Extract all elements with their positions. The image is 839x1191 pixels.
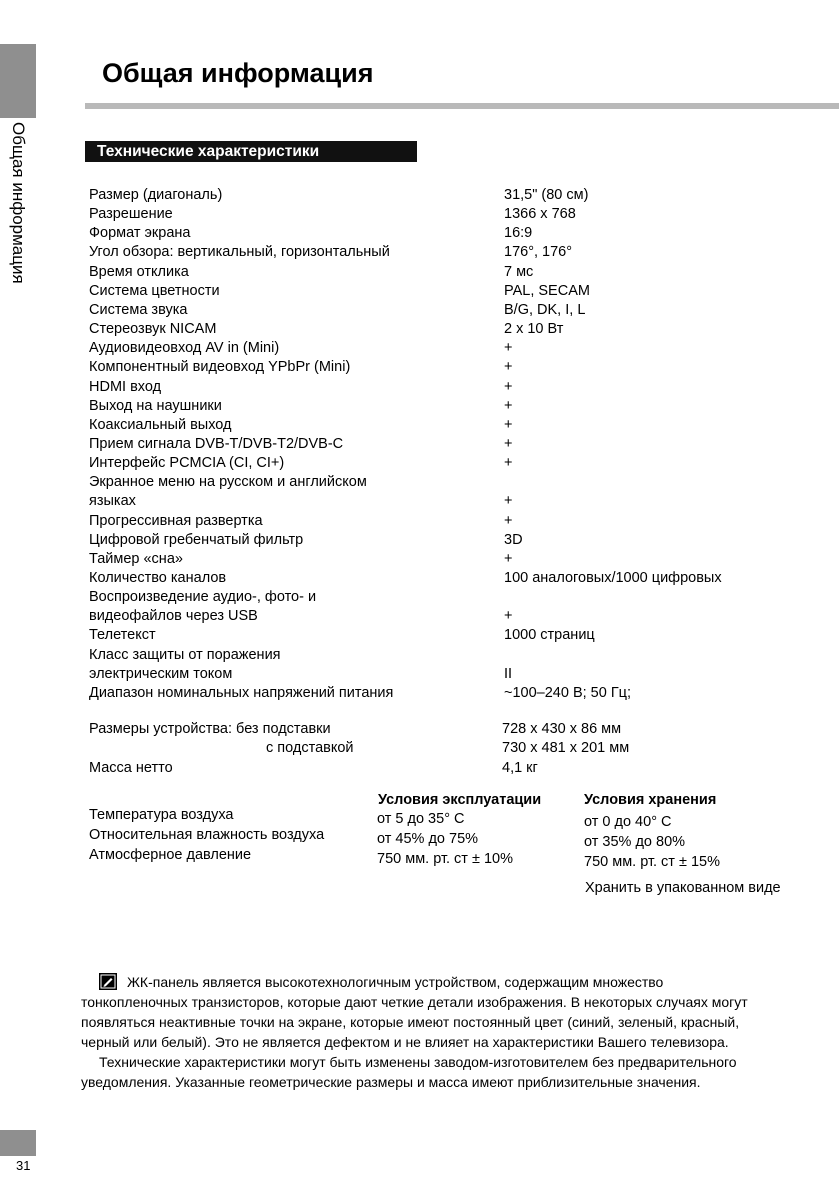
section-title: Технические характеристики: [97, 143, 320, 160]
spec-label: Класс защиты от поражения: [89, 647, 281, 663]
note-text-1: ЖК-панель является высокотехнологичным устройством, содержащим множество тонкопленочных транзисторов, которые дают четкие детали изображения. В некоторых случаях могут появляться неактивные точки на экране, которые имеют постоянный цвет (синий, зеленый, красный, черный или белый). Это не является дефектом и не влияет на характеристики Вашего телевизора.: [81, 974, 748, 1050]
spec-row: [0, 607, 839, 626]
storage-pressure: 750 мм. рт. ст ± 15%: [584, 854, 720, 870]
spec-label: Прогрессивная развертка: [89, 513, 263, 529]
spec-label: Система цветности: [89, 283, 220, 299]
spec-value: +: [504, 379, 513, 395]
storage-temperature: от 0 до 40° С: [584, 814, 672, 830]
spec-value: +: [504, 513, 513, 529]
spec-row: [0, 435, 839, 454]
condition-label-humidity: Относительная влажность воздуха: [89, 827, 325, 843]
condition-label-temperature: Температура воздуха: [89, 807, 234, 823]
operation-humidity: от 45% до 75%: [377, 831, 479, 847]
spec-label: HDMI вход: [89, 379, 162, 395]
spec-value: +: [504, 608, 513, 624]
spec-label: Цифровой гребенчатый фильтр: [89, 532, 304, 548]
spec-label: Формат экрана: [89, 225, 191, 241]
pencil-note-icon: [99, 973, 117, 990]
note-paragraph-2: Технические характеристики могут быть изменены заводом-изготовителем без предварительного уведомления. Указанные геометрические размеры и масса имеют приблизительные значения.: [81, 1054, 737, 1090]
spec-value: II: [504, 666, 513, 682]
spec-value: +: [504, 436, 513, 452]
side-section-label: Общая информация: [9, 122, 28, 284]
spec-label: Количество каналов: [89, 570, 227, 586]
dimensions-no-stand-value: 728 x 430 x 86 мм: [502, 721, 622, 737]
spec-value: +: [504, 340, 513, 356]
weight-value: 4,1 кг: [502, 760, 538, 776]
operation-conditions-header: Условия эксплуатации: [378, 792, 542, 808]
spec-value: 16:9: [504, 225, 533, 241]
spec-label: Аудиовидеовход AV in (Mini): [89, 340, 280, 356]
side-tab-marker: [0, 44, 36, 118]
spec-label: Стереозвук NICAM: [89, 321, 217, 337]
spec-label: Угол обзора: вертикальный, горизонтальный: [89, 244, 390, 260]
spec-value: 1366 x 768: [504, 206, 576, 222]
spec-value: 100 аналоговых/1000 цифровых: [504, 570, 722, 586]
operation-temperature: от 5 до 35° С: [377, 811, 465, 827]
spec-value: +: [504, 551, 513, 567]
spec-label: языках: [89, 493, 136, 509]
page-number: 31: [16, 1158, 31, 1173]
spec-label: Разрешение: [89, 206, 173, 222]
spec-row: [0, 243, 839, 262]
spec-value: PAL, SECAM: [504, 283, 590, 299]
spec-row: [0, 282, 839, 301]
spec-row: [0, 397, 839, 416]
spec-row: [0, 550, 839, 569]
storage-note: Хранить в упакованном виде: [585, 880, 781, 896]
spec-label: Время отклика: [89, 264, 189, 280]
spec-value: +: [504, 493, 513, 509]
dimensions-with-stand-label: с подставкой: [266, 740, 354, 756]
spec-value: +: [504, 398, 513, 414]
spec-row: [0, 301, 839, 320]
dimensions-label: Размеры устройства: без подставки: [89, 721, 331, 737]
spec-row: [0, 186, 839, 205]
spec-row: [0, 358, 839, 377]
spec-row: [0, 416, 839, 435]
spec-row: [0, 588, 839, 607]
spec-row: [0, 205, 839, 224]
spec-row: [0, 339, 839, 358]
spec-label: Коаксиальный выход: [89, 417, 232, 433]
condition-label-pressure: Атмосферное давление: [89, 847, 252, 863]
operation-pressure: 750 мм. рт. ст ± 10%: [377, 851, 513, 867]
spec-row: [0, 512, 839, 531]
spec-row: [0, 646, 839, 665]
spec-row: [0, 320, 839, 339]
spec-value: +: [504, 359, 513, 375]
spec-value: 1000 страниц: [504, 627, 595, 643]
storage-humidity: от 35% до 80%: [584, 834, 686, 850]
storage-conditions-header: Условия хранения: [584, 792, 717, 808]
dimensions-with-stand-value: 730 x 481 x 201 мм: [502, 740, 630, 756]
spec-label: Диапазон номинальных напряжений питания: [89, 685, 394, 701]
spec-label: Телетекст: [89, 627, 156, 643]
spec-label: электрическим током: [89, 666, 233, 682]
spec-label: видеофайлов через USB: [89, 608, 258, 624]
spec-label: Компонентный видеовход YPbPr (Mini): [89, 359, 351, 375]
spec-row: [0, 473, 839, 492]
title-divider: [85, 103, 839, 109]
spec-row: [0, 263, 839, 282]
weight-label: Масса нетто: [89, 760, 173, 776]
spec-label: Таймер «сна»: [89, 551, 183, 567]
spec-label: Прием сигнала DVB-T/DVB-T2/DVB-C: [89, 436, 344, 452]
page-number-tab: [0, 1130, 36, 1156]
spec-value: 7 мс: [504, 264, 534, 280]
spec-row: [0, 684, 839, 703]
lcd-note: [81, 972, 771, 1092]
spec-row: [0, 454, 839, 473]
spec-label: Воспроизведение аудио-, фото- и: [89, 589, 317, 605]
spec-row: [0, 626, 839, 645]
spec-value: ~100–240 В; 50 Гц;: [504, 685, 632, 701]
spec-value: B/G, DK, I, L: [504, 302, 586, 318]
spec-label: Выход на наушники: [89, 398, 222, 414]
spec-label: Размер (диагональ): [89, 187, 223, 203]
spec-label: Экранное меню на русском и английском: [89, 474, 367, 490]
page-title: Общая информация: [102, 58, 374, 88]
spec-row: [0, 492, 839, 511]
spec-value: +: [504, 417, 513, 433]
note-paragraph-1: [81, 972, 771, 1052]
spec-row: [0, 665, 839, 684]
spec-row: [0, 531, 839, 550]
spec-row: [0, 378, 839, 397]
spec-label: Интерфейс PCMCIA (CI, CI+): [89, 455, 285, 471]
spec-row: [0, 569, 839, 588]
spec-row: [0, 224, 839, 243]
spec-value: 176°, 176°: [504, 244, 573, 260]
spec-value: +: [504, 455, 513, 471]
spec-value: 2 x 10 Вт: [504, 321, 564, 337]
spec-value: 3D: [504, 532, 523, 548]
spec-label: Система звука: [89, 302, 188, 318]
spec-value: 31,5" (80 см): [504, 187, 589, 203]
